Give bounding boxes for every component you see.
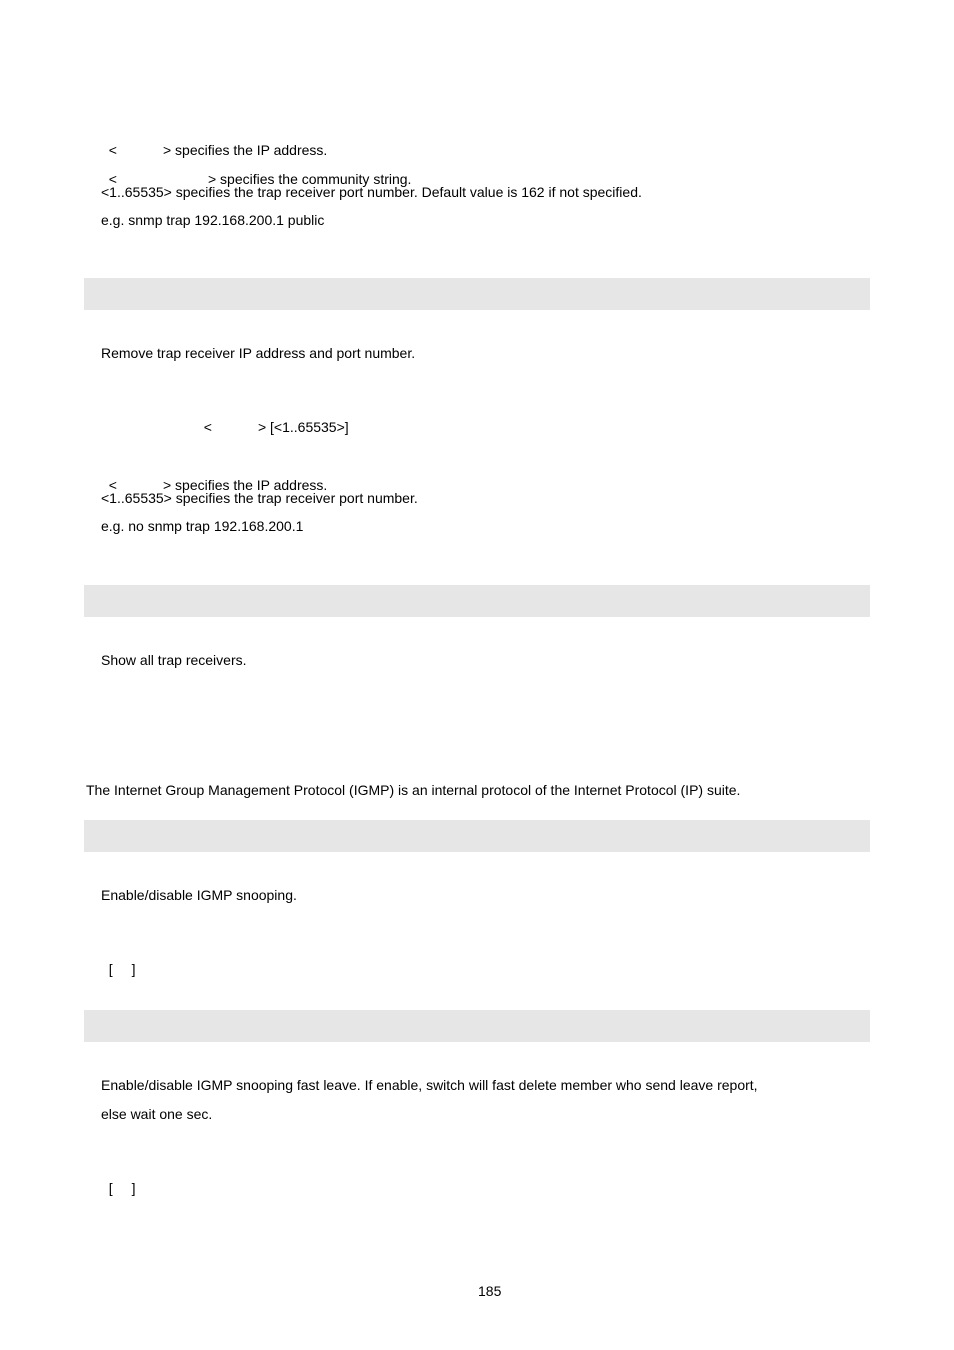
command-header-bar [84,585,870,617]
bracket-open: [ [108,961,113,977]
igmp-intro: The Internet Group Management Protocol (IGMP) is an internal protocol of the Internet Protocol (IP) suite. [86,782,741,798]
syntax-line [101,945,136,977]
bracket-open: < [108,142,117,158]
bracket-open: [ [108,1180,113,1196]
example-line: e.g. no snmp trap 192.168.200.1 [101,518,304,534]
syntax-line [101,1164,136,1196]
description-line: Enable/disable IGMP snooping fast leave. If enable, switch will fast delete member who send leave report, [101,1077,758,1093]
bracket-close: ] [131,1180,136,1196]
param-community-line [101,155,411,187]
syntax-text: > [<1..65535>] [257,419,349,435]
example-line: e.g. snmp trap 192.168.200.1 public [101,212,325,228]
bracket-open: < [203,419,212,435]
param-port-line: <1..65535> specifies the trap receiver port number. Default value is 162 if not specified. [101,184,642,200]
command-header-bar [84,1010,870,1042]
page-number: 185 [478,1283,502,1299]
param-ip-text: > specifies the IP address. [162,477,328,493]
description-line: Enable/disable IGMP snooping. [101,887,297,903]
bracket-open: < [108,477,117,493]
param-community-text: > specifies the community string. [207,171,412,187]
command-header-bar [84,278,870,310]
param-port-line: <1..65535> specifies the trap receiver port number. [101,490,418,506]
param-ip-line [101,461,327,493]
param-ip-text: > specifies the IP address. [162,142,328,158]
description-line: else wait one sec. [101,1106,213,1122]
command-header-bar [84,820,870,852]
description-line: Show all trap receivers. [101,652,247,668]
bracket-close: ] [131,961,136,977]
syntax-line [196,403,349,435]
param-ip-line [101,126,327,158]
bracket-open: < [108,171,117,187]
description-line: Remove trap receiver IP address and port number. [101,345,416,361]
